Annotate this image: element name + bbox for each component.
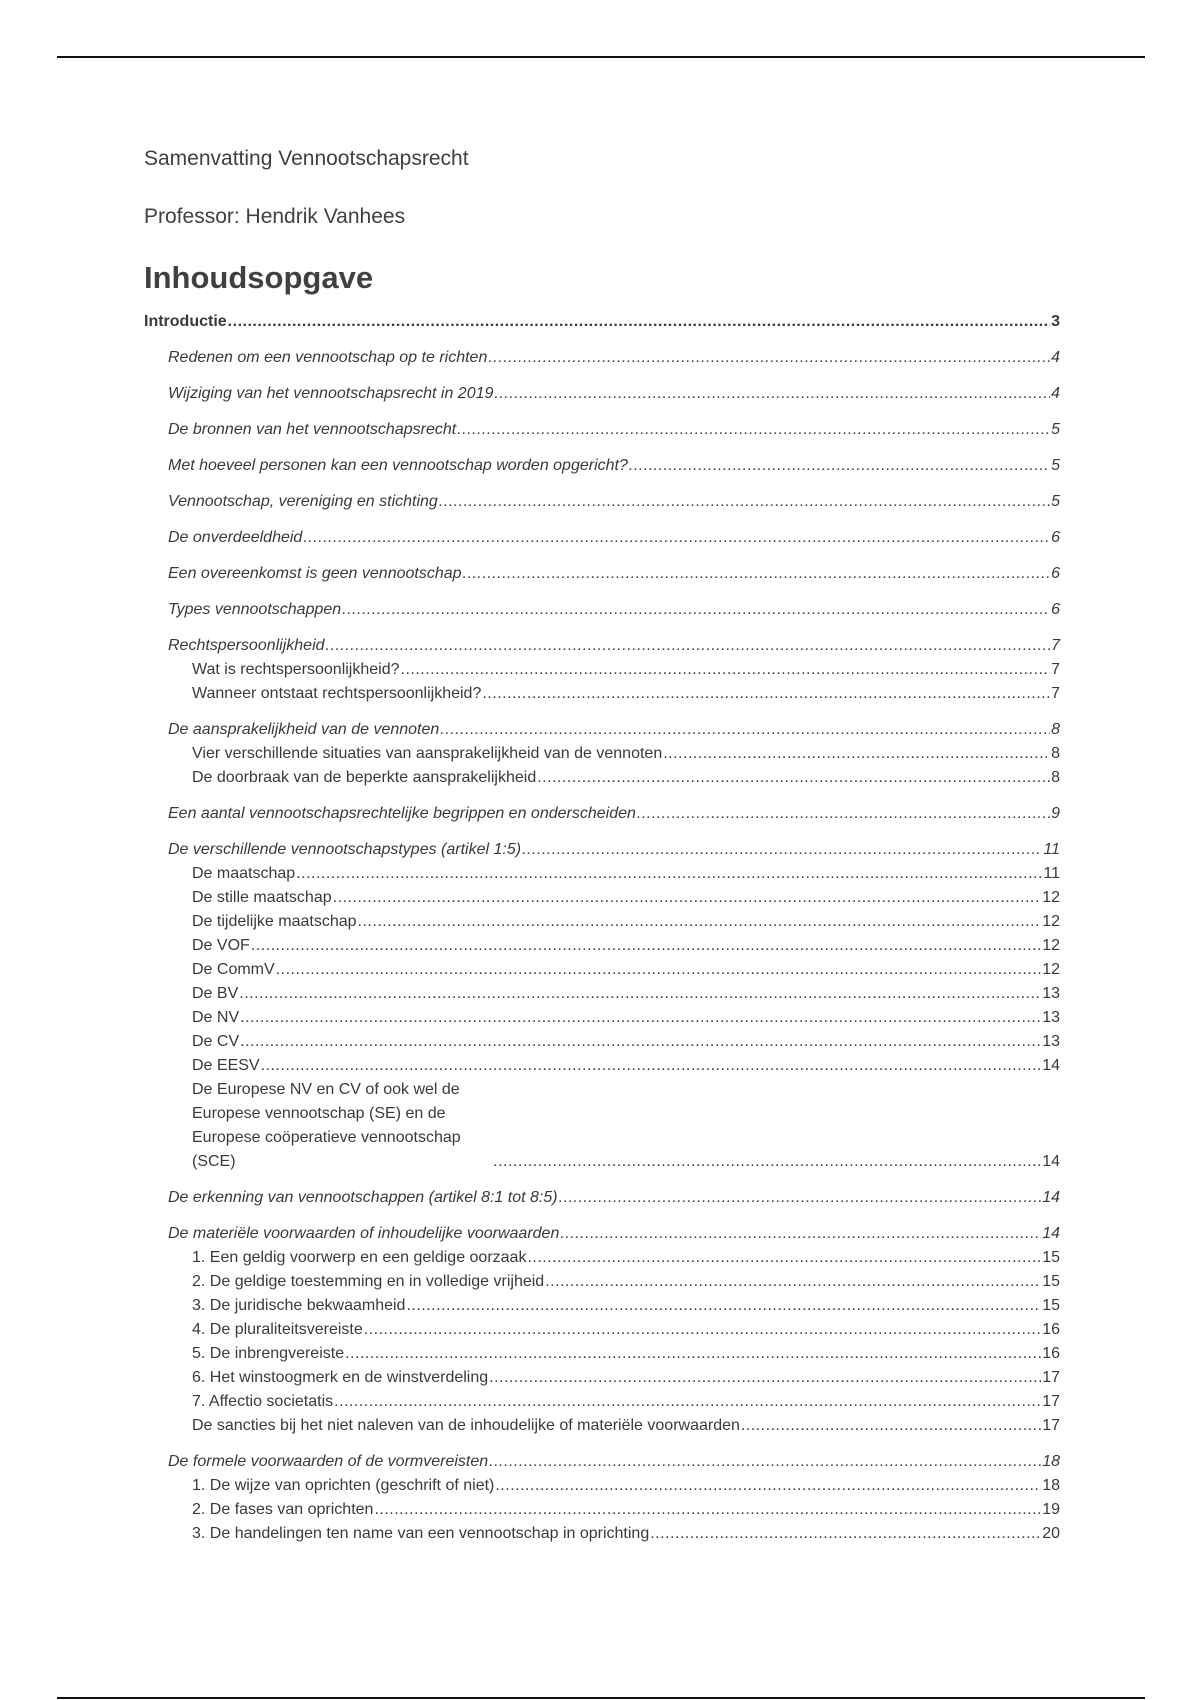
toc-entry[interactable] (144, 766, 1060, 790)
toc-entry[interactable] (144, 982, 1060, 1006)
toc-entry[interactable] (144, 490, 1060, 514)
dot-leader (560, 1222, 1041, 1246)
toc-entry[interactable] (144, 682, 1060, 706)
toc-entry[interactable] (144, 1366, 1060, 1390)
toc-heading: Inhoudsopgave (144, 260, 374, 295)
toc-entry[interactable] (144, 598, 1060, 622)
toc-entry-label: Redenen om een vennootschap op te richten (168, 349, 488, 366)
toc-entry-page: 19 (1042, 1501, 1060, 1518)
dot-leader (251, 934, 1041, 958)
toc-entry[interactable] (144, 1054, 1060, 1078)
dot-leader (527, 1246, 1041, 1270)
toc-entry[interactable] (144, 1270, 1060, 1294)
dot-leader (494, 382, 1050, 406)
toc-entry-label: 5. De inbrengvereiste (192, 1345, 345, 1362)
toc-entry-label: De materiële voorwaarden of inhoudelijke voorwaarden (168, 1225, 560, 1242)
toc-entry[interactable] (144, 634, 1060, 658)
dot-leader (240, 1030, 1041, 1054)
toc-entry-page: 9 (1051, 805, 1060, 822)
toc-entry[interactable] (144, 742, 1060, 766)
dot-leader (228, 310, 1050, 334)
document-title: Samenvatting Vennootschapsrecht (144, 147, 469, 170)
toc-entry-page: 14 (1042, 1153, 1060, 1170)
toc-entry[interactable] (144, 718, 1060, 742)
toc-entry[interactable] (144, 526, 1060, 550)
toc-entry-label: Rechtspersoonlijkheid (168, 637, 325, 654)
toc-entry-label: 3. De handelingen ten name van een vennootschap in oprichting (192, 1525, 650, 1542)
toc-entry-page: 8 (1051, 721, 1060, 738)
toc-entry-label: 2. De fases van oprichten (192, 1501, 374, 1518)
toc-entry-page: 7 (1051, 685, 1060, 702)
toc-entry[interactable] (144, 1498, 1060, 1522)
toc-entry[interactable] (144, 934, 1060, 958)
toc-entry-label: Een aantal vennootschapsrechtelijke begrippen en onderscheiden (168, 805, 636, 822)
dot-leader (545, 1270, 1041, 1294)
toc-entry-page: 17 (1042, 1369, 1060, 1386)
dot-leader (439, 490, 1050, 514)
toc-entry[interactable] (144, 1414, 1060, 1438)
dot-leader (374, 1498, 1041, 1522)
toc-entry-page: 18 (1042, 1453, 1060, 1470)
toc-entry-page: 11 (1043, 841, 1060, 858)
toc-entry-label: 1. De wijze van oprichten (geschrift of niet) (192, 1477, 495, 1494)
toc-entry-page: 6 (1051, 529, 1060, 546)
toc-entry-label: Introductie (144, 313, 227, 330)
toc-entry-label: De Europese NV en CV of ook wel de Europese vennootschap (SE) en de Europese coöperatieve vennootschap (SCE) (192, 1081, 461, 1170)
toc-entry-label: Vier verschillende situaties van aansprakelijkheid van de vennoten (192, 745, 663, 762)
toc-entry-label: De tijdelijke maatschap (192, 913, 357, 930)
toc-entry-page: 15 (1042, 1297, 1060, 1314)
toc-entry-page: 3 (1051, 313, 1060, 330)
toc-entry-page: 13 (1042, 985, 1060, 1002)
toc-entry-label: De maatschap (192, 865, 296, 882)
toc-entry[interactable] (144, 1390, 1060, 1414)
toc-entry-page: 8 (1051, 769, 1060, 786)
toc-entry-page: 12 (1042, 913, 1060, 930)
toc-entry[interactable] (144, 1186, 1060, 1210)
dot-leader (345, 1342, 1041, 1366)
toc-entry[interactable] (144, 1318, 1060, 1342)
dot-leader (364, 1318, 1041, 1342)
dot-leader (559, 1186, 1042, 1210)
toc-entry-label: Wijziging van het vennootschapsrecht in 2019 (168, 385, 494, 402)
dot-leader (488, 346, 1050, 370)
dot-leader (457, 418, 1050, 442)
toc-entry[interactable] (144, 1294, 1060, 1318)
dot-leader (276, 958, 1042, 982)
toc-entry-page: 14 (1042, 1189, 1060, 1206)
toc-entry-label: 7. Affectio societatis (192, 1393, 334, 1410)
bottom-rule (57, 1697, 1145, 1699)
dot-leader (663, 742, 1050, 766)
toc-entry-label: De erkenning van vennootschappen (artikel 8:1 tot 8:5) (168, 1189, 558, 1206)
dot-leader (303, 526, 1050, 550)
toc-entry[interactable] (144, 958, 1060, 982)
toc-entry[interactable] (144, 1522, 1060, 1546)
dot-leader (342, 598, 1050, 622)
toc-entry[interactable] (144, 310, 1060, 334)
dot-leader (463, 562, 1051, 586)
toc-entry[interactable] (144, 1222, 1060, 1246)
document-body (144, 144, 1060, 1546)
toc-entry-page: 16 (1042, 1321, 1060, 1338)
toc-entry-page: 8 (1051, 745, 1060, 762)
toc-entry[interactable] (144, 1078, 1060, 1174)
toc-entry-label: 4. De pluraliteitsvereiste (192, 1321, 363, 1338)
toc-entry-label: Met hoeveel personen kan een vennootschap worden opgericht? (168, 457, 628, 474)
toc-entry-label: Vennootschap, vereniging en stichting (168, 493, 438, 510)
toc-entry-page: 4 (1051, 349, 1060, 366)
dot-leader (240, 1006, 1041, 1030)
toc-entry-page: 16 (1042, 1345, 1060, 1362)
toc-entry-page: 12 (1042, 961, 1060, 978)
toc-entry[interactable] (144, 910, 1060, 934)
dot-leader (522, 838, 1042, 862)
toc-entry[interactable] (144, 1450, 1060, 1474)
dot-leader (650, 1522, 1041, 1546)
toc-entry-label: De sancties bij het niet naleven van de inhoudelijke of materiële voorwaarden (192, 1417, 740, 1434)
dot-leader (493, 1150, 1041, 1174)
toc-entry-page: 20 (1042, 1525, 1060, 1542)
dot-leader (537, 766, 1050, 790)
dot-leader (741, 1414, 1041, 1438)
toc-entry-label: De doorbraak van de beperkte aansprakelijkheid (192, 769, 537, 786)
toc-entry-label: De CommV (192, 961, 275, 978)
dot-leader (334, 1390, 1041, 1414)
toc-entry-label: De formele voorwaarden of de vormvereisten (168, 1453, 489, 1470)
toc-entry-page: 13 (1042, 1009, 1060, 1026)
toc-entry-label: De VOF (192, 937, 250, 954)
toc-entry-label: 2. De geldige toestemming en in volledige vrijheid (192, 1273, 545, 1290)
toc-entry[interactable] (144, 382, 1060, 406)
toc-entry-label: De stille maatschap (192, 889, 332, 906)
toc-entry-label: Wanneer ontstaat rechtspersoonlijkheid? (192, 685, 482, 702)
dot-leader (261, 1054, 1042, 1078)
dot-leader (629, 454, 1050, 478)
toc-entry-label: De CV (192, 1033, 240, 1050)
toc-entry-page: 5 (1051, 421, 1060, 438)
toc-entry-label: De aansprakelijkheid van de vennoten (168, 721, 440, 738)
dot-leader (358, 910, 1042, 934)
toc-entry-label: Types vennootschappen (168, 601, 342, 618)
toc-entry[interactable] (144, 658, 1060, 682)
toc-entry-label: De EESV (192, 1057, 260, 1074)
toc-entry-page: 7 (1051, 637, 1060, 654)
toc-entry-label: Wat is rechtspersoonlijkheid? (192, 661, 400, 678)
toc-entry-label: De NV (192, 1009, 240, 1026)
toc-entry-label: 6. Het winstoogmerk en de winstverdeling (192, 1369, 489, 1386)
dot-leader (495, 1474, 1041, 1498)
toc-entry[interactable] (144, 562, 1060, 586)
dot-leader (440, 718, 1050, 742)
toc-entry[interactable] (144, 862, 1060, 886)
table-of-contents (144, 310, 1060, 1546)
toc-entry[interactable] (144, 418, 1060, 442)
toc-entry-page: 12 (1042, 889, 1060, 906)
toc-entry-label: De verschillende vennootschapstypes (artikel 1:5) (168, 841, 522, 858)
toc-entry-page: 13 (1042, 1033, 1060, 1050)
toc-entry-page: 14 (1042, 1225, 1060, 1242)
dot-leader (489, 1450, 1041, 1474)
toc-entry-page: 7 (1051, 661, 1060, 678)
toc-entry[interactable] (144, 454, 1060, 478)
toc-entry[interactable] (144, 346, 1060, 370)
toc-entry-page: 11 (1043, 865, 1060, 882)
dot-leader (406, 1294, 1041, 1318)
toc-entry[interactable] (144, 802, 1060, 826)
toc-entry-page: 18 (1042, 1477, 1060, 1494)
top-rule (57, 56, 1145, 58)
dot-leader (239, 982, 1041, 1006)
toc-entry-label: De BV (192, 985, 239, 1002)
dot-leader (489, 1366, 1041, 1390)
dot-leader (637, 802, 1050, 826)
toc-entry-page: 4 (1051, 385, 1060, 402)
toc-entry[interactable] (144, 838, 1060, 862)
toc-entry-page: 17 (1042, 1393, 1060, 1410)
toc-entry-label: De onverdeeldheid (168, 529, 303, 546)
toc-entry-page: 14 (1042, 1057, 1060, 1074)
toc-entry[interactable] (144, 1030, 1060, 1054)
toc-entry-page: 12 (1042, 937, 1060, 954)
dot-leader (482, 682, 1050, 706)
dot-leader (296, 862, 1042, 886)
dot-leader (401, 658, 1051, 682)
dot-leader (333, 886, 1042, 910)
toc-entry-label: 1. Een geldig voorwerp en een geldige oorzaak (192, 1249, 527, 1266)
toc-entry[interactable] (144, 1342, 1060, 1366)
toc-entry-page: 6 (1051, 565, 1060, 582)
dot-leader (326, 634, 1051, 658)
toc-entry[interactable] (144, 1006, 1060, 1030)
toc-entry-label: Een overeenkomst is geen vennootschap (168, 565, 462, 582)
professor-line: Professor: Hendrik Vanhees (144, 205, 406, 228)
toc-entry-label: De bronnen van het vennootschapsrecht (168, 421, 457, 438)
toc-entry[interactable] (144, 886, 1060, 910)
toc-entry-page: 15 (1042, 1273, 1060, 1290)
toc-entry-page: 6 (1051, 601, 1060, 618)
toc-entry-page: 15 (1042, 1249, 1060, 1266)
toc-entry[interactable] (144, 1474, 1060, 1498)
toc-entry-page: 5 (1051, 457, 1060, 474)
toc-entry[interactable] (144, 1246, 1060, 1270)
toc-entry-page: 17 (1042, 1417, 1060, 1434)
toc-entry-label: 3. De juridische bekwaamheid (192, 1297, 406, 1314)
toc-entry-page: 5 (1051, 493, 1060, 510)
